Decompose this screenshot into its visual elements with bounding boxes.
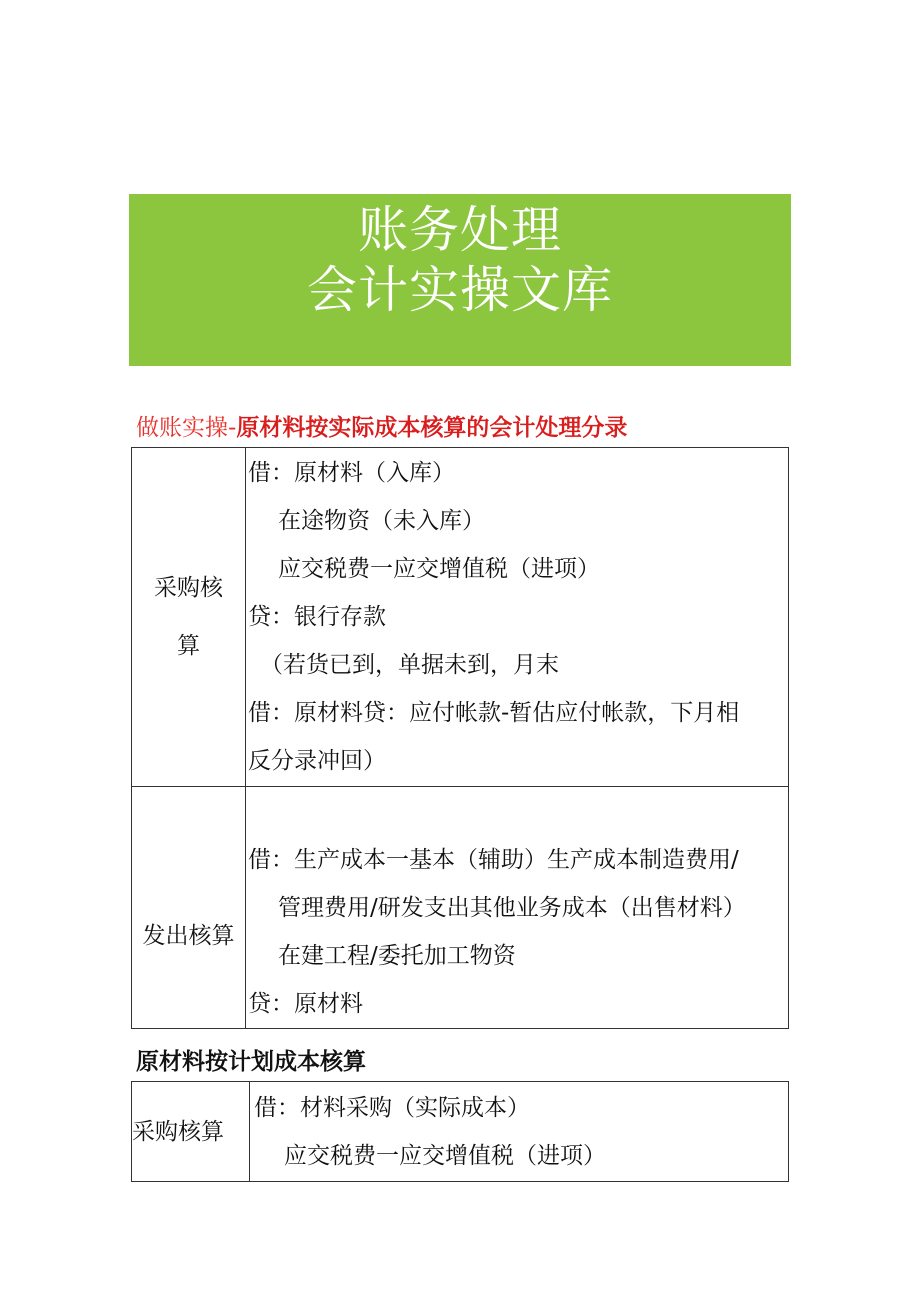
entry-line: 应交税费一应交增值税（进项）	[284, 1142, 606, 1169]
entry-line: （若货已到，单据未到，月末	[260, 652, 559, 678]
header-banner	[129, 194, 791, 366]
row-entries-issue	[246, 787, 789, 1029]
table-row-plan-purchase	[132, 1082, 789, 1182]
entry-line: 反分录冲回）	[248, 748, 386, 774]
row-label-text: 发出核算	[142, 922, 235, 949]
entry-line: 借：原材料（入库）	[248, 460, 455, 486]
section-title-plan-cost: 原材料按计划成本核算	[136, 1049, 366, 1075]
banner-title-line2: 会计实操文库	[307, 261, 613, 319]
entry-line: 贷：银行存款	[248, 604, 386, 630]
row-label-plan-purchase	[132, 1082, 250, 1182]
entry-line: 贷：原材料	[248, 991, 363, 1017]
entry-line: 在途物资（未入库）	[278, 508, 485, 534]
table-row-purchase	[132, 448, 789, 787]
section-title-prefix: 做账实操-	[136, 415, 237, 441]
entry-line: 管理费用/研发支出其他业务成本（出售材料）	[278, 895, 746, 921]
entry-line: 在建工程/委托加工物资	[278, 943, 516, 969]
plan-cost-entries-table	[131, 1081, 789, 1182]
entry-line: 借：生产成本一基本（辅助）生产成本制造费用/	[248, 847, 739, 873]
row-label-issue	[132, 787, 246, 1029]
banner-title-line1: 账务处理	[358, 201, 562, 259]
row-entries-plan-purchase	[250, 1082, 789, 1182]
entry-line: 应交税费一应交增值税（进项）	[278, 556, 600, 582]
table-row-issue	[132, 787, 789, 1029]
section-title-actual-cost	[136, 410, 627, 446]
actual-cost-entries-table	[131, 447, 789, 1029]
row-label-purchase	[132, 448, 246, 787]
section-title-main: 原材料按实际成本核算的会计处理分录	[236, 415, 628, 441]
entry-line: 借：材料采购（实际成本）	[254, 1094, 530, 1121]
row-label-text: 采购核算	[154, 575, 223, 659]
row-entries-purchase	[246, 448, 789, 787]
entry-line: 借：原材料贷：应付帐款-暂估应付帐款，下月相	[248, 700, 740, 726]
row-label-text: 采购核算	[132, 1118, 224, 1145]
